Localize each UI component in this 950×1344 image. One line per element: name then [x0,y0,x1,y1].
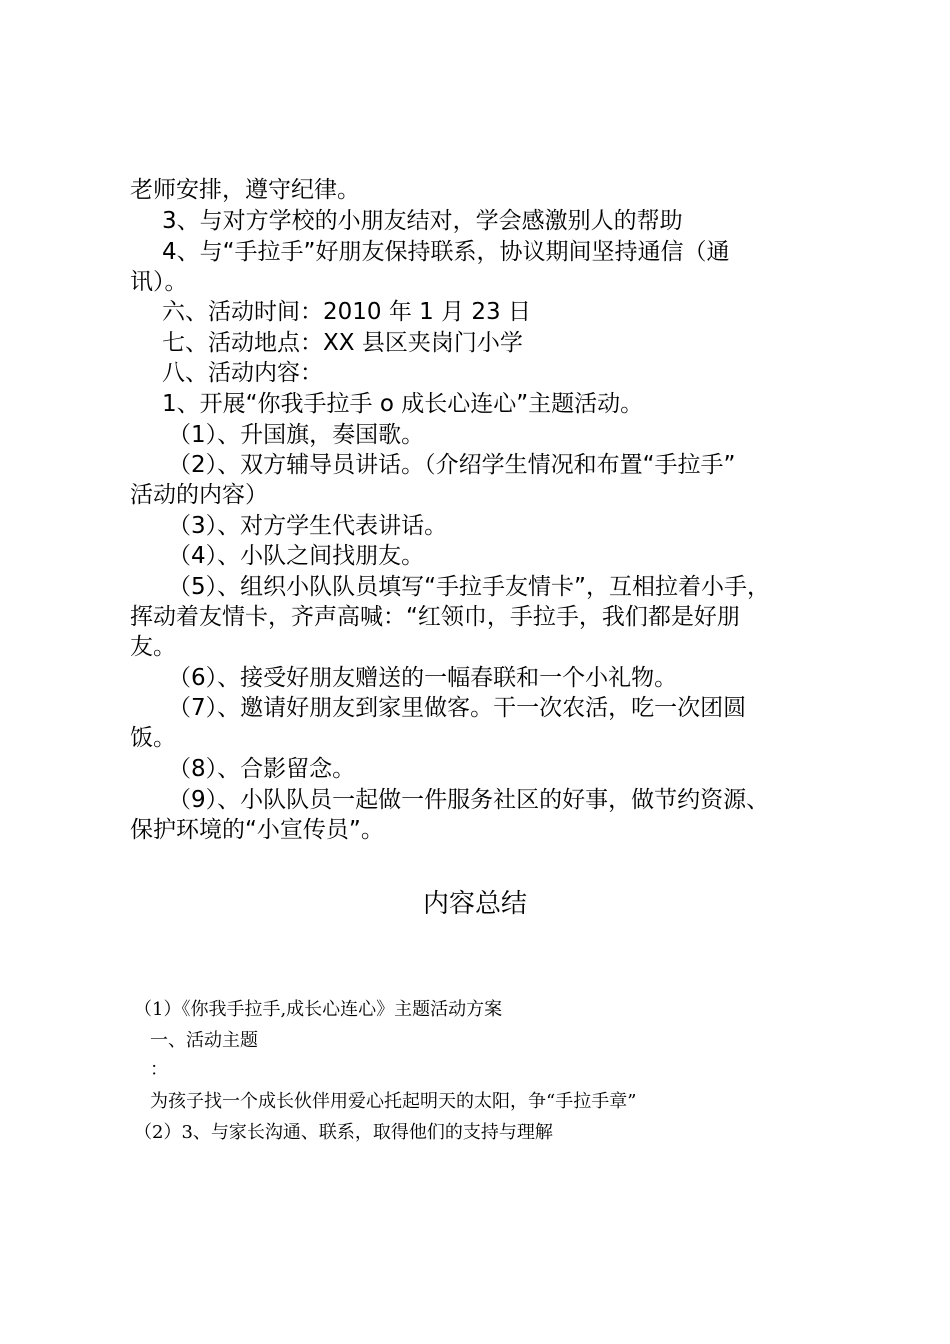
body-line: （4）、小队之间找朋友。 [168,543,425,569]
body-line: 八、活动内容： [162,360,323,386]
body-line: （6）、接受好朋友赠送的一幅春联和一个小礼物。 [168,665,678,691]
body-line: （3）、对方学生代表讲话。 [168,513,448,539]
summary-title: 内容总结 [422,889,527,919]
body-line: （9）、小队队员一起做一件服务社区的好事，做节约资源、 [168,787,770,813]
summary-line: 为孩子找一个成长伙伴用爱心托起明天的太阳，争“手拉手章” [150,1091,637,1112]
body-line: （7）、邀请好朋友到家里做客。干一次农活，吃一次团圆 [168,695,747,721]
body-line: 活动的内容） [130,482,268,508]
body-line: 七、活动地点：XX 县区夹岗门小学 [162,330,523,356]
body-line: 4、与“手拉手”好朋友保持联系，协议期间坚持通信（通 [162,239,730,265]
body-line: 3、与对方学校的小朋友结对，学会感激别人的帮助 [162,208,683,234]
body-line: 饭。 [130,725,176,751]
body-line: （2）、双方辅导员讲话。（介绍学生情况和布置“手拉手” [168,452,736,478]
summary-line: 一、活动主题 [150,1030,258,1051]
body-line: 老师安排，遵守纪律。 [130,177,360,203]
summary-line: ： [150,1059,168,1080]
body-line: 讯）。 [130,269,188,295]
body-line: 六、活动时间：2010 年 1 月 23 日 [162,299,531,325]
body-line: 友。 [130,634,176,660]
summary-line: （1）《你我手拉手,成长心连心》主题活动方案 [134,999,503,1020]
body-line: （8）、合影留念。 [168,756,356,782]
body-line: 保护环境的“小宣传员”。 [130,817,384,843]
body-line: 1、开展“你我手拉手 o 成长心连心”主题活动。 [162,391,644,417]
body-line: （5）、组织小队队员填写“手拉手友情卡”，互相拉着小手， [168,574,770,600]
summary-line: （2）3、与家长沟通、联系，取得他们的支持与理解 [134,1122,553,1143]
body-line: 挥动着友情卡，齐声高喊：“红领巾，手拉手，我们都是好朋 [130,604,740,630]
body-line: （1）、升国旗，奏国歌。 [168,422,425,448]
